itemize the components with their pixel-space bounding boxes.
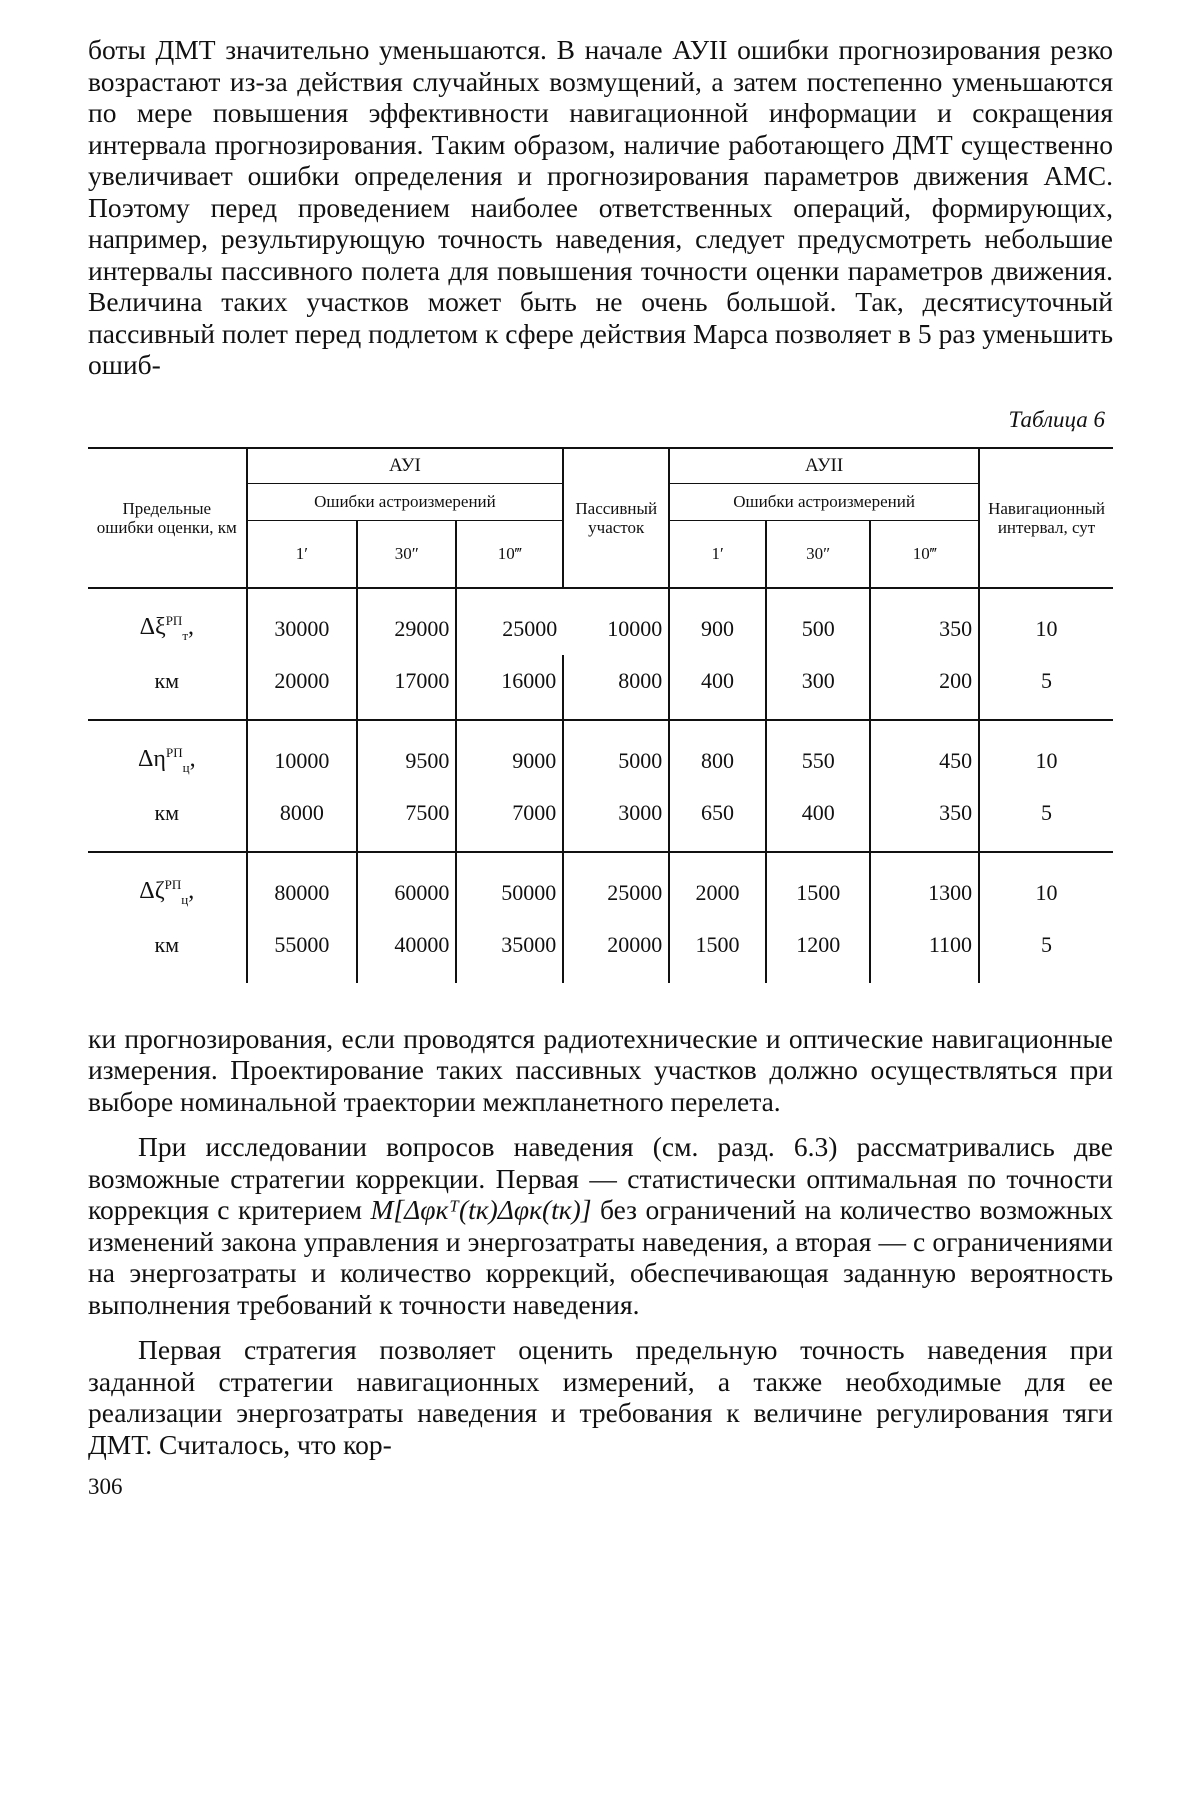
page-number: 306 (88, 1474, 1113, 1500)
table-row (88, 852, 1113, 919)
cell: 29000 (357, 588, 456, 655)
table-group-eta (88, 720, 1113, 852)
cell: 50000 (456, 852, 563, 919)
cell: 1500 (766, 852, 871, 919)
row-unit: км (88, 655, 247, 720)
cell: 17000 (357, 655, 456, 720)
cell: 5 (979, 655, 1113, 720)
cell: 8000 (563, 655, 669, 720)
cell: 25000 (456, 588, 563, 655)
header-sub-10third-au2: 10‴ (870, 520, 979, 588)
paragraph-strategies: При исследовании вопросов наведения (см. разд. 6.3) рассматривались две возможные стратегии коррекции. Первая — статистически оптимальная по точности коррекция с критерием M[Δφкᵀ(tк)Δφк(tк)] без ограничений на количество возможных изменений закона управления и энергозатраты наведения, а вторая — с ограничениями на энергозатраты и количество коррекций, обеспечивающая заданную вероятность выполнения требований к точности наведения. (88, 1131, 1113, 1320)
table-row (88, 588, 1113, 655)
header-passive: Пассивный участок (563, 448, 669, 588)
cell: 8000 (247, 787, 358, 852)
table-row (88, 655, 1113, 720)
cell: 20000 (247, 655, 358, 720)
cell: 1500 (669, 919, 766, 983)
cell: 7500 (357, 787, 456, 852)
top-paragraph: боты ДМТ значительно уменьшаются. В начале АУII ошибки прогнозирования резко возрастают из-за действия случайных возмущений, а затем постепенно уменьшаются по мере повышения эффективности навигационной информации и сокращения интервала прогнозирования. Таким образом, наличие работающего ДМТ существенно увеличивает ошибки определения и прогнозирования параметров движения АМС. Поэтому перед проведением наиболее ответственных операций, формирующих, например, результирующую точность наведения, следует предусмотреть небольшие интервалы пассивного полета для повышения точности оценки параметров движения. Величина таких участков может быть не очень большой. Так, десятисуточный пассивный полет перед подлетом к сфере действия Марса позволяет в 5 раз уменьшить ошиб- (88, 34, 1113, 381)
header-au2: АУII (669, 448, 979, 484)
row-symbol: ΔηРПц, (88, 720, 247, 787)
cell: 60000 (357, 852, 456, 919)
table-row (88, 720, 1113, 787)
table-group-zeta (88, 852, 1113, 983)
cell: 9500 (357, 720, 456, 787)
header-sub-30sec-au2: 30″ (766, 520, 871, 588)
cell: 450 (870, 720, 979, 787)
paragraph-first-strategy: Первая стратегия позволяет оценить предельную точность наведения при заданной стратегии навигационных измерений, а также необходимые для ее реализации энергозатраты наведения и требования к величине регулирования тяги ДМТ. Считалось, что кор- (88, 1334, 1113, 1460)
cell: 1300 (870, 852, 979, 919)
cell: 500 (766, 588, 871, 655)
cell: 350 (870, 588, 979, 655)
cell: 35000 (456, 919, 563, 983)
cell: 20000 (563, 919, 669, 983)
cell: 1100 (870, 919, 979, 983)
cell: 2000 (669, 852, 766, 919)
cell: 550 (766, 720, 871, 787)
cell: 200 (870, 655, 979, 720)
table-row (88, 787, 1113, 852)
table-row (88, 919, 1113, 983)
header-astro-errors-1: Ошибки астроизмерений (247, 483, 564, 520)
row-unit: км (88, 787, 247, 852)
cell: 5 (979, 919, 1113, 983)
row-symbol: ΔζРПц, (88, 852, 247, 919)
cell: 80000 (247, 852, 358, 919)
header-sub-1min-au1: 1′ (247, 520, 358, 588)
cell: 5 (979, 787, 1113, 852)
cell: 16000 (456, 655, 563, 720)
cell: 10 (979, 720, 1113, 787)
cell: 3000 (563, 787, 669, 852)
header-astro-errors-2: Ошибки астроизмерений (669, 483, 979, 520)
cell: 650 (669, 787, 766, 852)
criterion-formula: M[Δφкᵀ(tк)Δφк(tк)] (371, 1194, 592, 1225)
cell: 7000 (456, 787, 563, 852)
cell: 350 (870, 787, 979, 852)
cell: 10 (979, 588, 1113, 655)
cell: 40000 (357, 919, 456, 983)
header-sub-1min-au2: 1′ (669, 520, 766, 588)
header-nav-interval: Навигационный интервал, сут (979, 448, 1113, 588)
table-group-xi (88, 588, 1113, 720)
cell: 10000 (247, 720, 358, 787)
header-sub-10third-au1: 10‴ (456, 520, 563, 588)
cell: 800 (669, 720, 766, 787)
page (88, 34, 1113, 1500)
row-unit: км (88, 919, 247, 983)
paragraph-after-table: ки прогнозирования, если проводятся радиотехнические и оптические навигационные измерения. Проектирование таких пассивных участков должно осуществляться при выборе номинальной траектории межпланетного перелета. (88, 1023, 1113, 1118)
cell: 400 (766, 787, 871, 852)
cell: 10000 (563, 588, 669, 655)
cell: 300 (766, 655, 871, 720)
row-symbol: ΔξРПт, (88, 588, 247, 655)
table-caption: Таблица 6 (88, 407, 1105, 433)
cell: 55000 (247, 919, 358, 983)
header-row-label: Предельные ошибки оценки, км (88, 448, 247, 588)
cell: 10 (979, 852, 1113, 919)
cell: 1200 (766, 919, 871, 983)
header-au1: АУI (247, 448, 564, 484)
header-sub-30sec-au1: 30″ (357, 520, 456, 588)
cell: 30000 (247, 588, 358, 655)
cell: 400 (669, 655, 766, 720)
cell: 900 (669, 588, 766, 655)
cell: 9000 (456, 720, 563, 787)
data-table (88, 447, 1113, 983)
cell: 5000 (563, 720, 669, 787)
cell: 25000 (563, 852, 669, 919)
